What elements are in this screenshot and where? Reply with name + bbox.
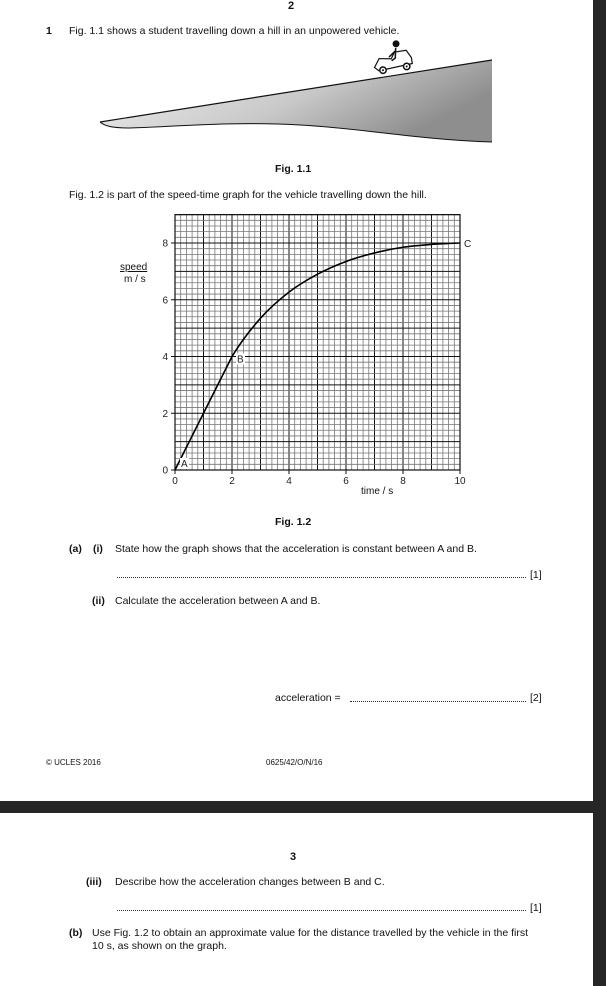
y-tick-label: 4 <box>162 352 168 363</box>
question-number: 1 <box>46 25 52 37</box>
part-b-label: (b) <box>69 927 83 939</box>
answer-line-a-iii[interactable] <box>117 910 526 911</box>
point-label-b: B <box>237 354 244 366</box>
x-tick-label: 4 <box>286 476 292 487</box>
page-number: 2 <box>288 0 295 12</box>
y-axis-label-unit: m / s <box>124 274 146 285</box>
x-tick-label: 10 <box>454 476 466 487</box>
point-label-c: C <box>464 239 472 250</box>
marks-a-i: [1] <box>530 569 542 581</box>
fig-1-1-caption: Fig. 1.1 <box>275 163 312 175</box>
x-tick-label: 6 <box>343 476 349 487</box>
fig-1-2-intro: Fig. 1.2 is part of the speed-time graph for the vehicle travelling down the hill. <box>69 189 427 201</box>
part-b-text-line1: Use Fig. 1.2 to obtain an approximate value for the distance travelled by the vehicle in the first <box>92 927 528 939</box>
x-tick-label: 2 <box>229 476 235 487</box>
y-tick-label: 2 <box>162 408 168 420</box>
page-number: 3 <box>290 851 297 863</box>
copyright: © UCLES 2016 <box>46 758 101 767</box>
point-label-a: A <box>181 459 188 470</box>
y-tick-label: 0 <box>162 465 168 477</box>
acceleration-answer-line[interactable] <box>350 701 526 702</box>
paper-code: 0625/42/O/N/16 <box>266 758 323 767</box>
scrollbar[interactable] <box>593 0 606 986</box>
x-axis-label: time / s <box>361 486 394 497</box>
x-tick-label: 8 <box>400 476 406 487</box>
question-intro: Fig. 1.1 shows a student travelling down a hill in an unpowered vehicle. <box>69 25 400 37</box>
part-b-text-line2: 10 s, as shown on the graph. <box>92 940 227 952</box>
part-a-ii-text: Calculate the acceleration between A and B. <box>115 595 321 607</box>
y-axis-label-speed: speed <box>120 262 148 273</box>
part-a-i-label: (i) <box>93 543 103 555</box>
y-tick-label: 8 <box>162 238 168 250</box>
part-a-iii-label: (iii) <box>86 876 102 888</box>
x-tick-label: 0 <box>172 476 178 487</box>
marks-a-iii: [1] <box>530 902 542 914</box>
part-a-iii-text: Describe how the acceleration changes between B and C. <box>115 876 385 888</box>
part-a-label: (a) <box>69 543 82 555</box>
marks-a-ii: [2] <box>530 692 542 704</box>
part-a-ii-label: (ii) <box>92 595 105 607</box>
y-tick-label: 6 <box>162 295 168 307</box>
exam-page-3 <box>0 813 593 986</box>
answer-line-a-i[interactable] <box>117 577 526 578</box>
fig-1-2-caption: Fig. 1.2 <box>275 516 312 528</box>
acceleration-label: acceleration = <box>275 692 341 704</box>
graph-grid <box>175 215 460 470</box>
part-a-i-text: State how the graph shows that the acceleration is constant between A and B. <box>115 543 477 555</box>
